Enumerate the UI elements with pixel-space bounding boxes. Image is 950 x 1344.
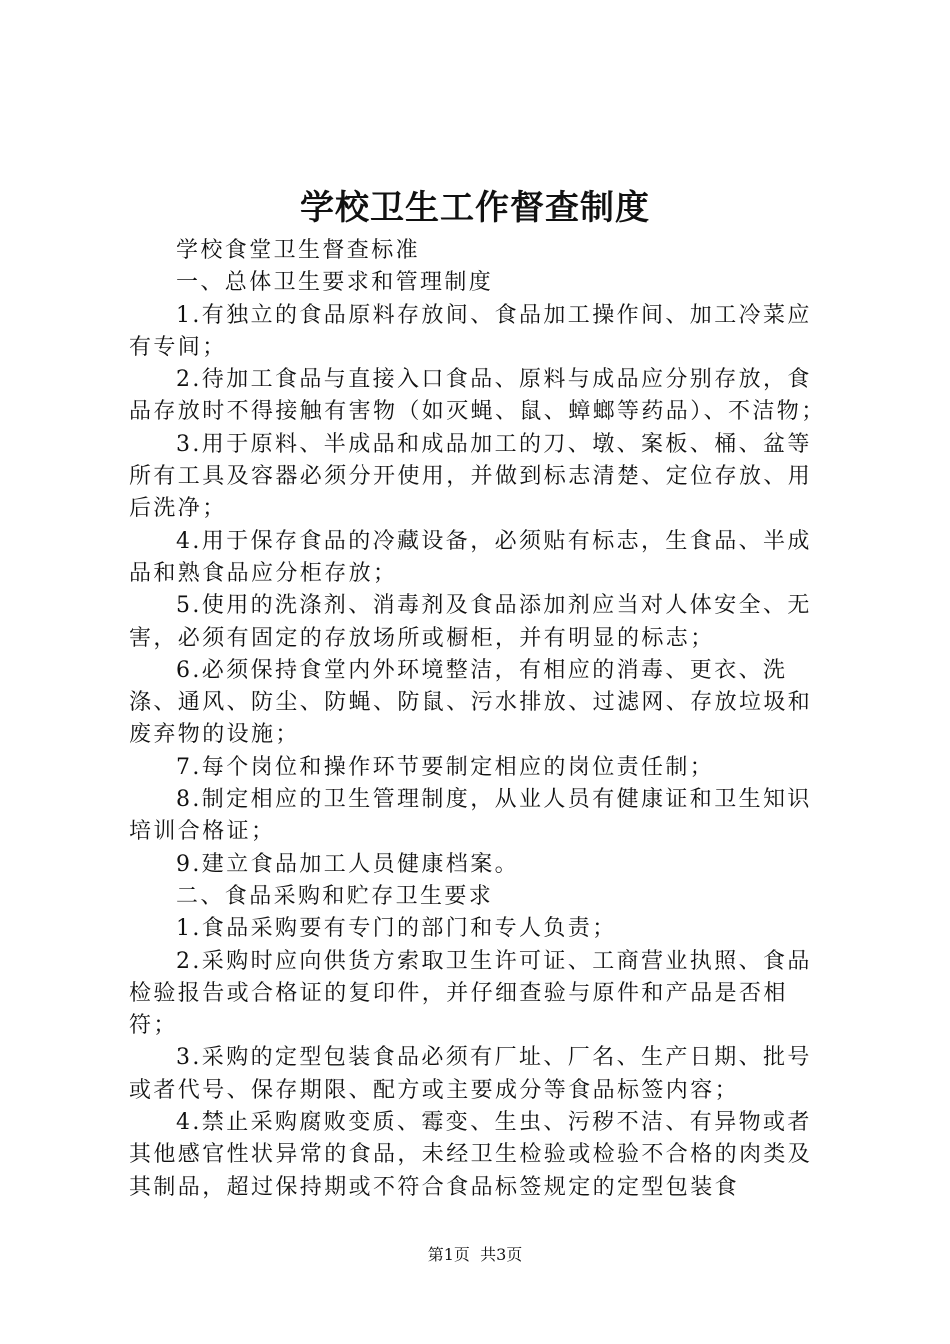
paragraph-item: 1.食品采购要有专门的部门和专人负责； bbox=[176, 916, 617, 942]
paragraph-item: 7.每个岗位和操作环节要制定相应的岗位责任制； bbox=[176, 754, 715, 780]
paragraph-heading-1: 一、总体卫生要求和管理制度 bbox=[176, 270, 494, 296]
paragraph-item: 3.采购的定型包装食品必须有厂址、厂名、生产日期、批号或者代号、保存期限、配方或主要成分等食品标签内容； bbox=[129, 1045, 812, 1103]
paragraph-item: 6.必须保持食堂内外环境整洁，有相应的消毒、更衣、洗涤、通风、防尘、防蝇、防鼠、污水排放、过滤网、存放垃圾和废弃物的设施； bbox=[129, 657, 813, 748]
paragraph-item: 9.建立食品加工人员健康档案。 bbox=[176, 851, 519, 877]
paragraph-item: 5.使用的洗涤剂、消毒剂及食品添加剂应当对人体安全、无害，必须有固定的存放场所或橱柜，并有明显的标志； bbox=[129, 593, 812, 651]
paragraph-item: 3.用于原料、半成品和成品加工的刀、墩、案板、桶、盆等所有工具及容器必须分开使用，并做到标志清楚、定位存放、用后洗净； bbox=[129, 431, 813, 522]
paragraph-item: 4.禁止采购腐败变质、霉变、生虫、污秽不洁、有异物或者其他感官性状异常的食品，未经卫生检验或检验不合格的肉类及其制品，超过保持期或不符合食品标签规定的定型包装食 bbox=[129, 1110, 813, 1200]
page-footer: 第1页 共3页 bbox=[427, 1245, 523, 1264]
paragraph-item: 2.待加工食品与直接入口食品、原料与成品应分别存放，食品存放时不得接触有害物（如灭蝇、鼠、蟑螂等药品）、不洁物； bbox=[129, 367, 826, 425]
paragraph-heading-2: 二、食品采购和贮存卫生要求 bbox=[176, 883, 494, 909]
document-body bbox=[129, 235, 834, 1204]
page-title: 学校卫生工作督查制度 bbox=[300, 188, 650, 228]
paragraph-section-heading: 学校食堂卫生督查标准 bbox=[176, 238, 421, 263]
paragraph-item: 4.用于保存食品的冷藏设备，必须贴有标志，生食品、半成品和熟食品应分柜存放； bbox=[129, 528, 812, 586]
paragraph-item: 8.制定相应的卫生管理制度，从业人员有健康证和卫生知识培训合格证； bbox=[129, 787, 812, 845]
paragraph-item: 1.有独立的食品原料存放间、食品加工操作间、加工冷菜应有专间； bbox=[129, 302, 812, 360]
paragraph-item: 2.采购时应向供货方索取卫生许可证、工商营业执照、食品检验报告或合格证的复印件，并仔细查验与原件和产品是否相符； bbox=[129, 948, 812, 1039]
